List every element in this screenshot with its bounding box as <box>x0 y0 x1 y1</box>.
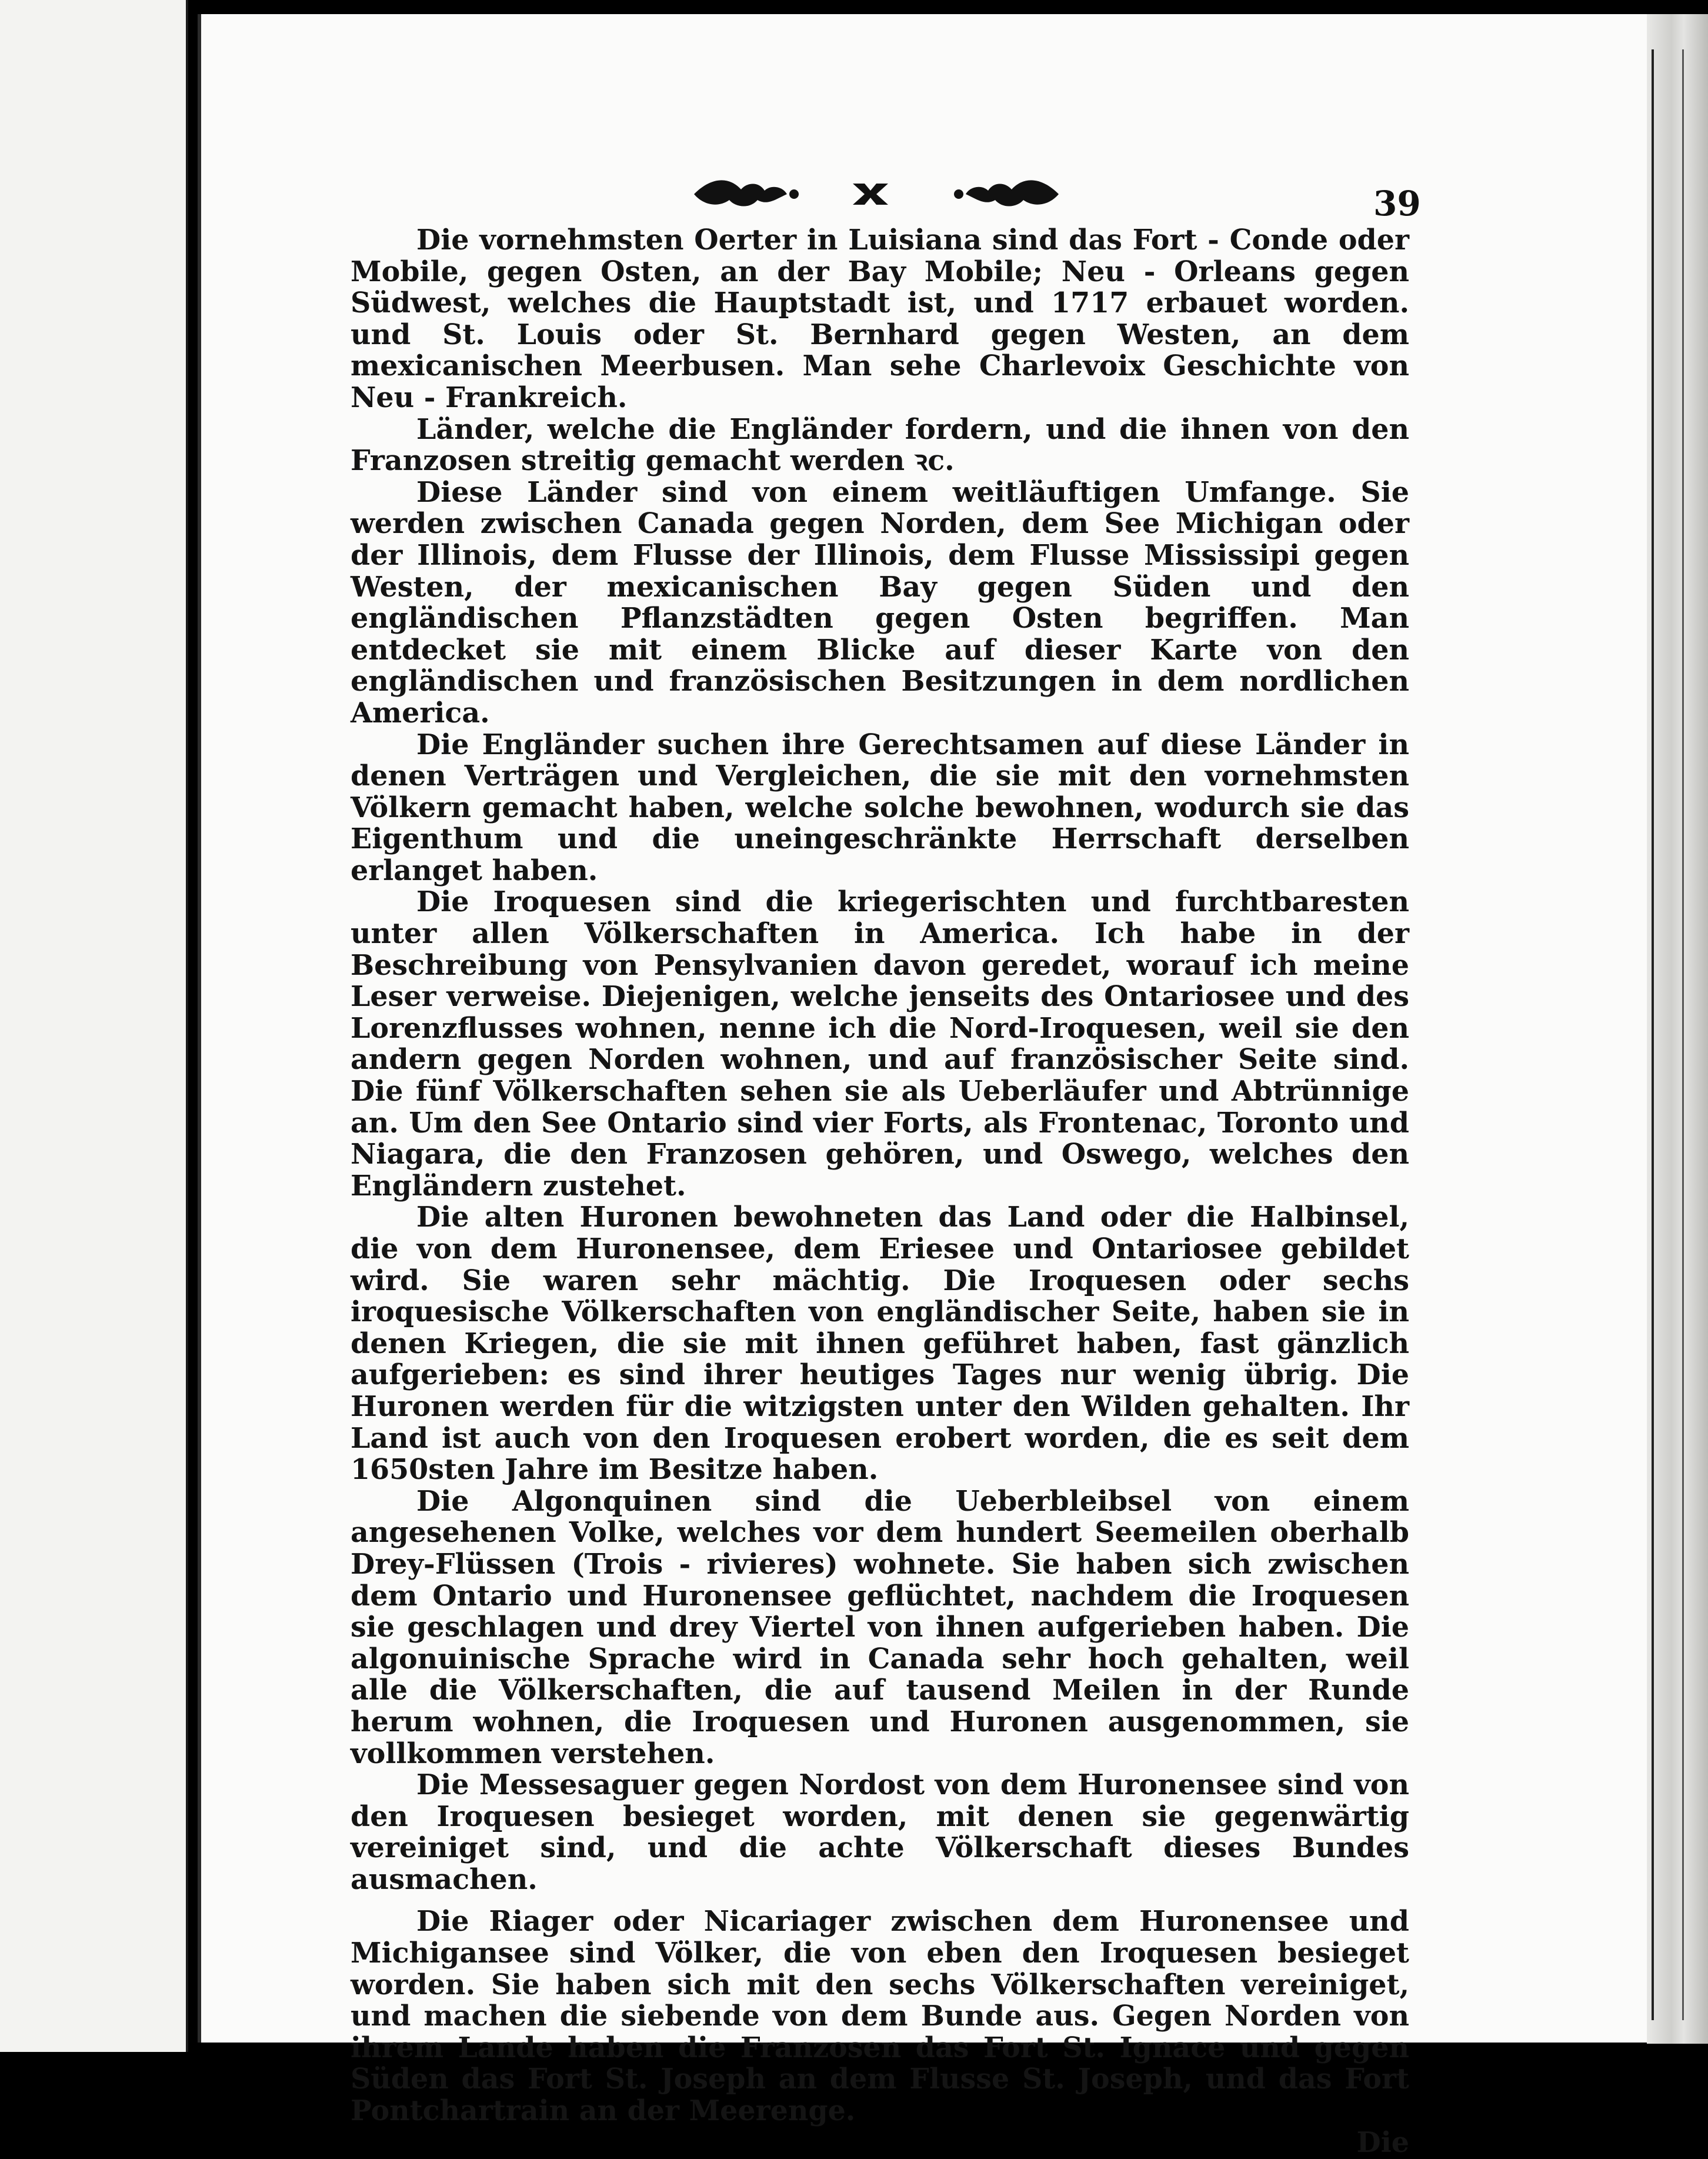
paragraph-heading: Länder, welche die Engländer fordern, und die ihnen von den Franzosen streitig gemacht werden ꝛc. <box>351 412 1409 478</box>
body-text <box>351 225 1409 2158</box>
paragraph: Die Engländer suchen ihre Gerechtsamen auf diese Länder in denen Verträgen und Vergleichen, die sie mit den vornehmsten Völkern gemacht haben, welche solche bewohnen, wodurch sie das Eigenthum und die uneingeschränkte Herrschaft derselben erlanget haben. <box>351 728 1409 887</box>
paragraph: Die Algonquinen sind die Ueberbleibsel von einem angesehenen Volke, welches vor dem hundert Seemeilen oberhalb Drey-Flüssen (Trois - rivieres) wohnete. Sie haben sich zwischen dem Ontario und Huronensee geflüchtet, nachdem die Iroquesen sie geschlagen und drey Viertel von ihnen aufgerieben haben. Die algonuinische Sprache wird in Canada sehr hoch gehalten, weil alle die Völkerschaften, die auf tausend Meilen in der Runde herum wohnen, die Iroquesen und Huronen ausgenommen, sie vollkommen verstehen. <box>351 1484 1409 1770</box>
page-edge <box>1647 14 1708 2044</box>
left-page-fragment <box>0 0 188 2052</box>
page-edge-line <box>1652 49 1654 2020</box>
ornament-flourish-icon <box>688 171 1065 218</box>
catchword: Die <box>1356 2125 1409 2159</box>
page-edge-line <box>1682 49 1684 2020</box>
paragraph: Die alten Huronen bewohneten das Land oder die Halbinsel, die von dem Huronensee, dem Eriesee und Ontariosee gebildet wird. Sie waren sehr mächtig. Die Iroquesen oder sechs iroquesische Völkerschaften von engländischer Seite, haben sie in denen Kriegen, die sie mit ihnen geführet haben, fast gänzlich aufgerieben: es sind ihrer heutiges Tages nur wenig übrig. Die Huronen werden für die witzigsten unter den Wilden gehalten. Ihr Land ist auch von den Iroquesen erobert worden, die es seit dem 1650sten Jahre im Besitze haben. <box>351 1201 1409 1487</box>
paragraph: Die Riager oder Nicariager zwischen dem Huronensee und Michigansee sind Völker, die von eben den Iroquesen besieget worden. Sie haben sich mit den sechs Völkerschaften vereiniget, und machen die siebende von dem Bunde aus. Gegen Norden von ihrem Lande haben die Franzosen das Fort St. Ignace und gegen Süden das Fort St. Joseph an dem Flusse St. Joseph, und das Fort Pontchartrain an der Meerenge. <box>351 1905 1409 2128</box>
paragraph: Diese Länder sind von einem weitläuftigen Umfange. Sie werden zwischen Canada gegen Norden, dem See Michigan oder der Illinois, dem Flusse der Illinois, dem Flusse Mississipi gegen Westen, der mexicanischen Bay gegen Süden und den engländischen Pflanzstädten gegen Osten begriffen. Man entdecket sie mit einem Blicke auf dieser Karte von den engländischen und französischen Besitzungen in dem nordlichen America. <box>351 475 1409 729</box>
page-number: 39 <box>1373 184 1421 224</box>
paragraph: Die Messesaguer gegen Nordost von dem Huronensee sind von den Iroquesen besieget worden, mit denen sie gegenwärtig vereiniget sind, und die achte Völkerschaft dieses Bundes ausmachen. <box>351 1768 1409 1896</box>
paragraph: Die vornehmsten Oerter in Luisiana sind das Fort - Conde oder Mobile, gegen Osten, an der Bay Mobile; Neu - Orleans gegen Südwest, welches die Hauptstadt ist, und 1717 erbauet worden. und St. Louis oder St. Bernhard gegen Westen, an dem mexicanischen Meerbusen. Man sehe Charlevoix Geschichte von Neu - Frankreich. <box>351 224 1409 414</box>
paragraph: Die Iroquesen sind die kriegerischten und furchtbaresten unter allen Völkerschaften in America. Ich habe in der Beschreibung von Pensylvanien davon geredet, worauf ich meine Leser verweise. Diejenigen, welche jenseits des Ontariosee und des Lorenzflusses wohnen, nenne ich die Nord-Iroquesen, weil sie den andern gegen Norden wohnen, und auf französischer Seite sind. Die fünf Völkerschaften sehen sie als Ueberläufer und Abtrünnige an. Um den See Ontario sind vier Forts, als Frontenac, Toronto und Niagara, die den Franzosen gehören, und Oswego, welches den Engländern zustehet. <box>351 885 1409 1202</box>
